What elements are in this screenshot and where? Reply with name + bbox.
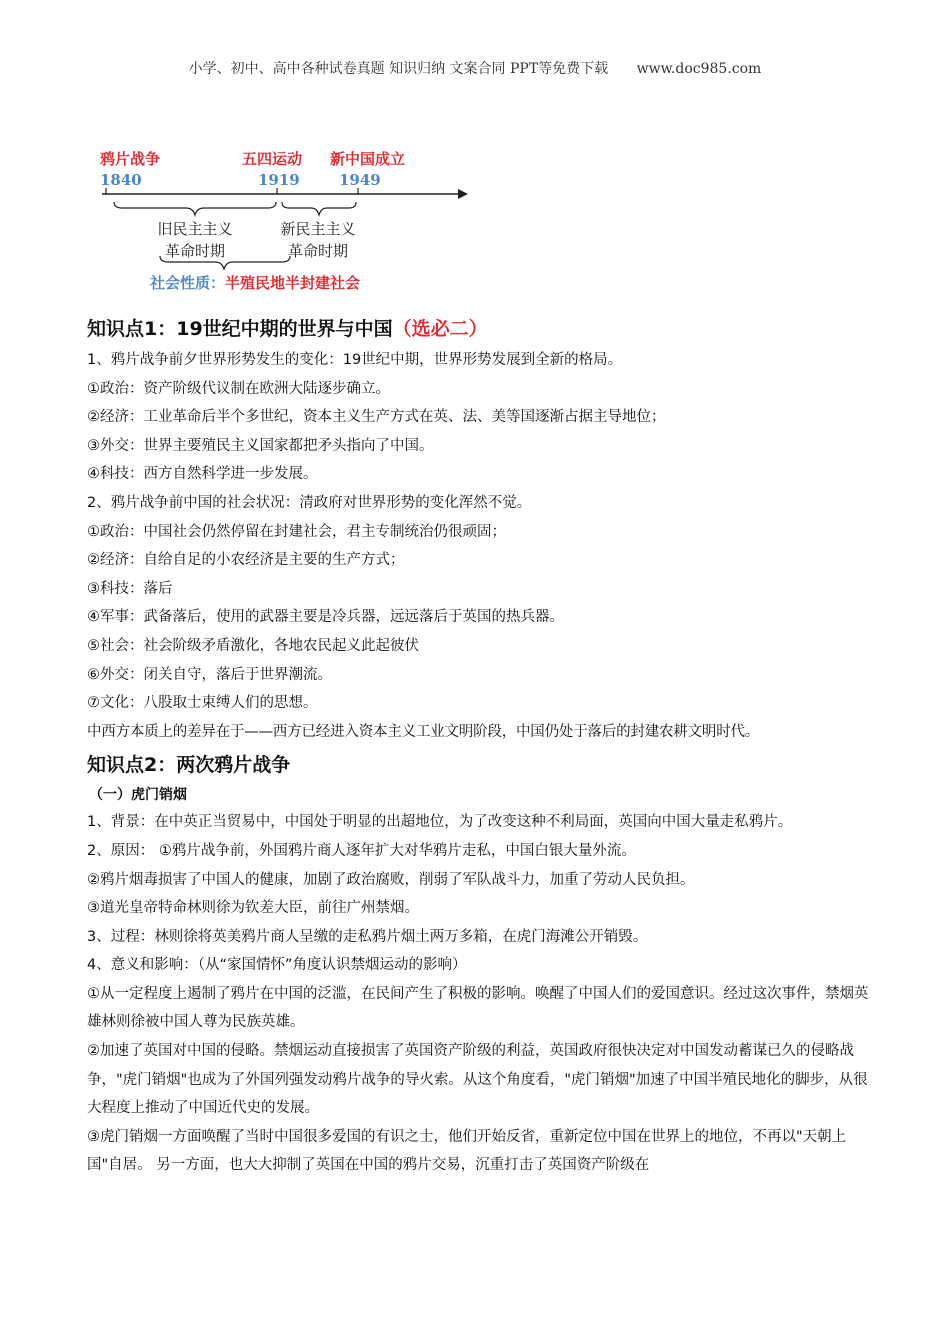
section1-line: ③科技：落后 <box>87 580 173 597</box>
period-new-line1: 新民主主义 <box>280 220 356 238</box>
year-1919: 1919 <box>258 171 300 189</box>
section1-line: ①政治：资产阶级代议制在欧洲大陆逐步确立。 <box>87 380 390 397</box>
section1-line: ①政治：中国社会仍然停留在封建社会，君主专制统治仍很顽固； <box>87 523 506 540</box>
section1-title-text: 知识点1：19世纪中期的世界与中国 <box>87 318 393 340</box>
section2-paragraph: ①从一定程度上遏制了鸦片在中国的泛滥，在民间产生了积极的影响。唤醒了中国人们的爱国意识。经过这次事件，禁烟英雄林则徐被中国人尊为民族英雄。 <box>87 985 869 1031</box>
period-old-line1: 旧民主主义 <box>157 220 233 238</box>
nature-label: 社会性质： <box>150 274 226 292</box>
event-may-fourth: 五四运动 <box>242 150 303 168</box>
section1-line: ②经济：自给自足的小农经济是主要的生产方式； <box>87 552 405 569</box>
header-text: 小学、初中、高中各种试卷真题 知识归纳 文案合同 PPT等免费下载 <box>188 61 609 77</box>
section1-line: ⑤社会：社会阶级矛盾激化，各地农民起义此起彼伏 <box>87 637 419 654</box>
society-nature <box>150 272 360 293</box>
section1-line: 中西方本质上的差异在于——西方已经进入资本主义工业文明阶段，中国仍处于落后的封建农耕文明时代。 <box>87 723 760 740</box>
section1-line: ⑦文化：八股取士束缚人们的思想。 <box>87 695 318 712</box>
page-header <box>0 58 950 78</box>
section1-line: ②经济：工业革命后半个多世纪，资本主义生产方式在英、法、美等国逐渐占据主导地位； <box>87 409 666 426</box>
event-opium-war: 鸦片战争 <box>100 150 161 168</box>
brace-new-democratic <box>282 202 356 215</box>
section2-subtitle: （一）虎门销烟 <box>89 787 187 804</box>
section2-paragraph: 3、过程：林则徐将英美鸦片商人呈缴的走私鸦片烟土两万多箱，在虎门海滩公开销毁。 <box>87 928 648 945</box>
section2-paragraph: ②加速了英国对中国的侵略。禁烟运动直接损害了英国资产阶级的利益，英国政府很快决定对中国发动蓄谋已久的侵略战争，"虎门销烟"也成为了外国列强发动鸦片战争的导火索。从这个角度看，"虎门销烟"加速了中国半殖民地化的脚步，从很大程度上推动了中国近代史的发展。 <box>87 1043 868 1117</box>
period-new-line2: 革命时期 <box>287 242 348 260</box>
section2-paragraph: 1、背景：在中英正当贸易中，中国处于明显的出超地位，为了改变这种不利局面，英国向中国大量走私鸦片。 <box>87 814 793 831</box>
section1-line: ③外交：世界主要殖民主义国家都把矛头指向了中国。 <box>87 437 434 454</box>
year-1949: 1949 <box>339 171 381 189</box>
main-content <box>87 312 877 1180</box>
section2-paragraph: 4、意义和影响：（从“家国情怀”角度认识禁烟运动的影响） <box>87 957 467 974</box>
section2-title: 知识点2：两次鸦片战争 <box>87 754 291 777</box>
section1-line: 1、鸦片战争前夕世界形势发生的变化：19世纪中期，世界形势发展到全新的格局。 <box>87 352 623 368</box>
section1-line: ④科技：西方自然科学进一步发展。 <box>87 466 318 483</box>
year-1840: 1840 <box>100 171 142 189</box>
section1-line: ⑥外交：闭关自守，落后于世界潮流。 <box>87 666 332 683</box>
period-old-line2: 革命时期 <box>164 242 225 260</box>
section2-paragraph: 2、原因： ①鸦片战争前，外国鸦片商人逐年扩大对华鸦片走私，中国白银大量外流。 <box>87 842 636 859</box>
section2-paragraph: ③虎门销烟一方面唤醒了当时中国很多爱国的有识之士，他们开始反省，重新定位中国在世界上的地位，不再以"天朝上国"自居。 另一方面，也大大抑制了英国在中国的鸦片交易，沉重打击了英国资产阶级在 <box>87 1128 847 1174</box>
section1-line: 2、鸦片战争前中国的社会状况：清政府对世界形势的变化浑然不觉。 <box>87 494 532 511</box>
section2-paragraph: ②鸦片烟毒损害了中国人的健康，加剧了政治腐败，削弱了军队战斗力，加重了劳动人民负担。 <box>87 871 695 888</box>
event-prc-founded: 新中国成立 <box>330 150 406 168</box>
period-old-democratic <box>145 218 245 262</box>
section1-title-accent: （选必二） <box>392 318 488 340</box>
section1-line: ④军事：武备落后，使用的武器主要是冷兵器，远远落后于英国的热兵器。 <box>87 609 564 626</box>
period-new-democratic <box>268 218 368 262</box>
nature-value: 半殖民地半封建社会 <box>225 274 361 292</box>
section1-title <box>87 312 877 346</box>
header-url[interactable]: www.doc985.com <box>636 61 762 77</box>
timeline-arrow <box>458 189 468 199</box>
brace-old-democratic <box>114 202 276 215</box>
section2-paragraph: ③道光皇帝特命林则徐为钦差大臣，前往广州禁烟。 <box>87 900 419 917</box>
